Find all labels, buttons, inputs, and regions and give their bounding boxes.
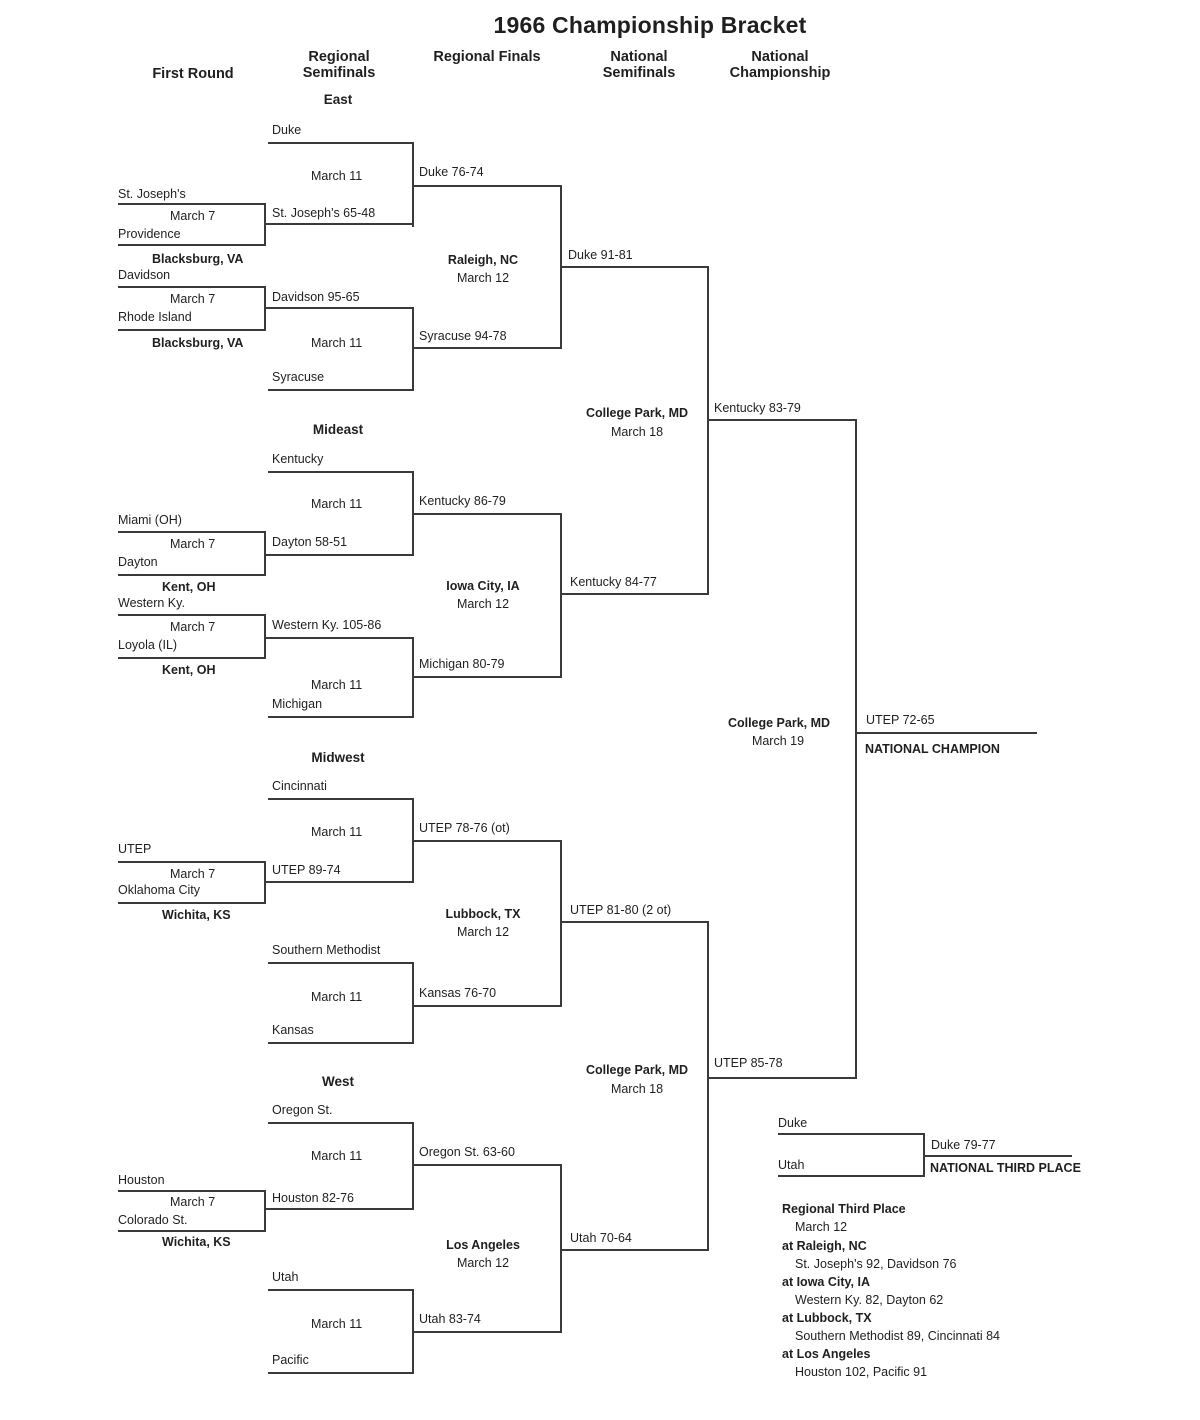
team-label: Utah [778,1158,805,1172]
column-header-regional-finals: Regional Finals [433,49,541,65]
bracket-line-h [412,840,560,842]
site-label: at Los Angeles [782,1347,871,1361]
score-label: Syracuse 94-78 [419,329,507,343]
bracket-line-v [264,1190,266,1232]
region-header-west: West [321,1074,355,1089]
score-label: Duke 91-81 [568,248,633,262]
bracket-line-h [264,881,412,883]
site-label: College Park, MD [727,716,831,730]
team-label: Duke [778,1116,808,1130]
bracket-line-v [560,513,562,678]
date-label: March 11 [311,497,363,511]
bracket-line-v [707,921,709,1251]
bracket-line-h [264,637,412,639]
regional-third-place-title: Regional Third Place [782,1202,906,1216]
date-label: March 11 [311,825,363,839]
team-label: Providence [118,227,181,241]
site-label: Kent, OH [162,663,216,677]
team-label: Western Ky. [118,596,185,610]
region-header-midwest: Midwest [311,750,365,765]
date-label: March 18 [610,1082,664,1096]
date-label: March 12 [456,1256,510,1270]
bracket-line-v [412,142,414,227]
bracket-line-h [264,554,412,556]
bracket-line-h [412,1164,560,1166]
score-label: Kentucky 84-77 [570,575,657,589]
bracket-line-h [118,1230,264,1232]
site-label: Lubbock, TX [445,907,521,921]
bracket-line-h [412,1005,560,1007]
bracket-line-h [778,1133,923,1135]
team-label: Rhode Island [118,310,192,324]
bracket-line-h [268,1372,412,1374]
site-label: College Park, MD [585,406,689,420]
result-label: St. Joseph's 92, Davidson 76 [795,1257,957,1271]
bracket-line-h [268,389,412,391]
bracket-line-v [412,307,414,391]
bracket-line-h [118,1190,264,1192]
bracket-line-h [412,513,560,515]
score-label: UTEP 72-65 [866,713,935,727]
team-label: St. Joseph's [118,187,186,201]
date-label: March 11 [311,336,363,350]
score-label: Duke 79-77 [931,1138,996,1152]
score-label: Oregon St. 63-60 [419,1145,515,1159]
score-label: Utah 83-74 [419,1312,481,1326]
team-label: Kansas [272,1023,314,1037]
site-label: Los Angeles [446,1238,520,1252]
score-label: Kentucky 83-79 [714,401,801,415]
bracket-line-h [268,142,412,144]
column-header-first-round: First Round [152,66,234,82]
bracket-line-h [268,1042,412,1044]
score-label: UTEP 78-76 (ot) [419,821,510,835]
bracket-line-h [118,329,264,331]
bracket-line-h [268,471,412,473]
team-label: Michigan [272,697,323,711]
result-label: Southern Methodist 89, Cincinnati 84 [795,1329,1000,1343]
bracket-line-h [412,676,560,678]
site-label: at Raleigh, NC [782,1239,867,1253]
bracket-line-v [855,419,857,1079]
date-label: March 11 [311,990,363,1004]
score-label: UTEP 89-74 [272,863,341,877]
score-label: Western Ky. 105-86 [272,618,382,632]
score-label: Michigan 80-79 [419,657,505,671]
score-label: Kentucky 86-79 [419,494,506,508]
score-label: Utah 70-64 [570,1231,632,1245]
bracket-line-h [118,244,264,246]
bracket-line-h [264,307,412,309]
team-label: Dayton [118,555,158,569]
site-label: at Lubbock, TX [782,1311,872,1325]
bracket-line-h [264,223,412,225]
bracket-line-h [560,266,707,268]
score-label: St. Joseph's 65-48 [272,206,376,220]
region-header-mideast: Mideast [312,422,364,437]
bracket-line-h [855,732,1037,734]
column-header-regional-semifinals: Regional Semifinals [302,49,376,82]
team-label: Cincinnati [272,779,327,793]
site-label: Wichita, KS [162,908,231,922]
bracket-line-h [412,1331,560,1333]
bracket-line-h [118,286,264,288]
team-label: UTEP [118,842,152,856]
bracket-line-h [412,347,560,349]
team-label: Oklahoma City [118,883,200,897]
score-label: UTEP 81-80 (2 ot) [570,903,672,917]
site-label: Blacksburg, VA [152,252,244,266]
date-label: March 11 [311,1149,363,1163]
bracket-line-v [560,840,562,1007]
bracket-line-h [560,921,707,923]
date-label: March 11 [311,1317,363,1331]
page-title: 1966 Championship Bracket [493,12,807,38]
date-label: March 12 [795,1220,848,1234]
result-label: Western Ky. 82, Dayton 62 [795,1293,944,1307]
bracket-line-h [412,185,560,187]
team-label: Southern Methodist [272,943,381,957]
score-label: Duke 76-74 [419,165,484,179]
bracket-line-h [707,419,855,421]
bracket-line-v [412,962,414,1044]
team-label: Kentucky [272,452,324,466]
date-label: March 18 [610,425,664,439]
bracket-line-h [268,1122,412,1124]
date-label: March 7 [170,209,216,223]
bracket-line-h [268,962,412,964]
score-label: Kansas 76-70 [419,986,497,1000]
site-label: Iowa City, IA [446,579,520,593]
site-label: Wichita, KS [162,1235,231,1249]
date-label: March 7 [170,620,216,634]
site-label: College Park, MD [585,1063,689,1077]
national-third-place-label: NATIONAL THIRD PLACE [930,1161,1081,1175]
bracket-line-h [118,902,264,904]
team-label: Davidson [118,268,171,282]
region-header-east: East [323,92,353,107]
column-header-national-championship: National Championship [729,49,831,82]
bracket-line-h [118,861,264,863]
score-label: UTEP 85-78 [714,1056,783,1070]
team-label: Oregon St. [272,1103,333,1117]
site-label: Kent, OH [162,580,216,594]
bracket-line-h [118,614,264,616]
team-label: Utah [272,1270,299,1284]
team-label: Colorado St. [118,1213,188,1227]
score-label: Davidson 95-65 [272,290,360,304]
bracket-line-h [264,1208,412,1210]
date-label: March 12 [456,925,510,939]
site-label: Blacksburg, VA [152,336,244,350]
team-label: Syracuse [272,370,325,384]
team-label: Duke [272,123,302,137]
national-champion-label: NATIONAL CHAMPION [865,742,1000,756]
date-label: March 7 [170,1195,216,1209]
score-label: Houston 82-76 [272,1191,355,1205]
date-label: March 12 [456,597,510,611]
bracket-line-h [118,574,264,576]
bracket-line-h [268,798,412,800]
bracket-line-v [412,798,414,883]
bracket-line-h [778,1175,923,1177]
bracket-line-h [118,657,264,659]
bracket-line-h [560,1249,707,1251]
date-label: March 7 [170,537,216,551]
column-header-national-semifinals: National Semifinals [602,49,676,82]
date-label: March 19 [751,734,805,748]
date-label: March 12 [456,271,510,285]
team-label: Pacific [272,1353,309,1367]
date-label: March 7 [170,292,216,306]
score-label: Dayton 58-51 [272,535,348,549]
site-label: at Iowa City, IA [782,1275,870,1289]
team-label: Loyola (IL) [118,638,178,652]
bracket-line-h [707,1077,855,1079]
team-label: Houston [118,1173,165,1187]
bracket-line-h [268,1289,412,1291]
site-label: Raleigh, NC [447,253,519,267]
bracket-line-h [560,593,707,595]
date-label: March 7 [170,867,216,881]
date-label: March 11 [311,678,363,692]
bracket-line-h [923,1155,1072,1157]
bracket-line-v [412,1122,414,1210]
bracket-line-h [118,531,264,533]
bracket-line-v [707,266,709,595]
bracket-line-h [268,716,412,718]
date-label: March 11 [311,169,363,183]
bracket-line-h [118,203,264,205]
bracket-line-v [412,471,414,556]
result-label: Houston 102, Pacific 91 [795,1365,928,1379]
team-label: Miami (OH) [118,513,182,527]
